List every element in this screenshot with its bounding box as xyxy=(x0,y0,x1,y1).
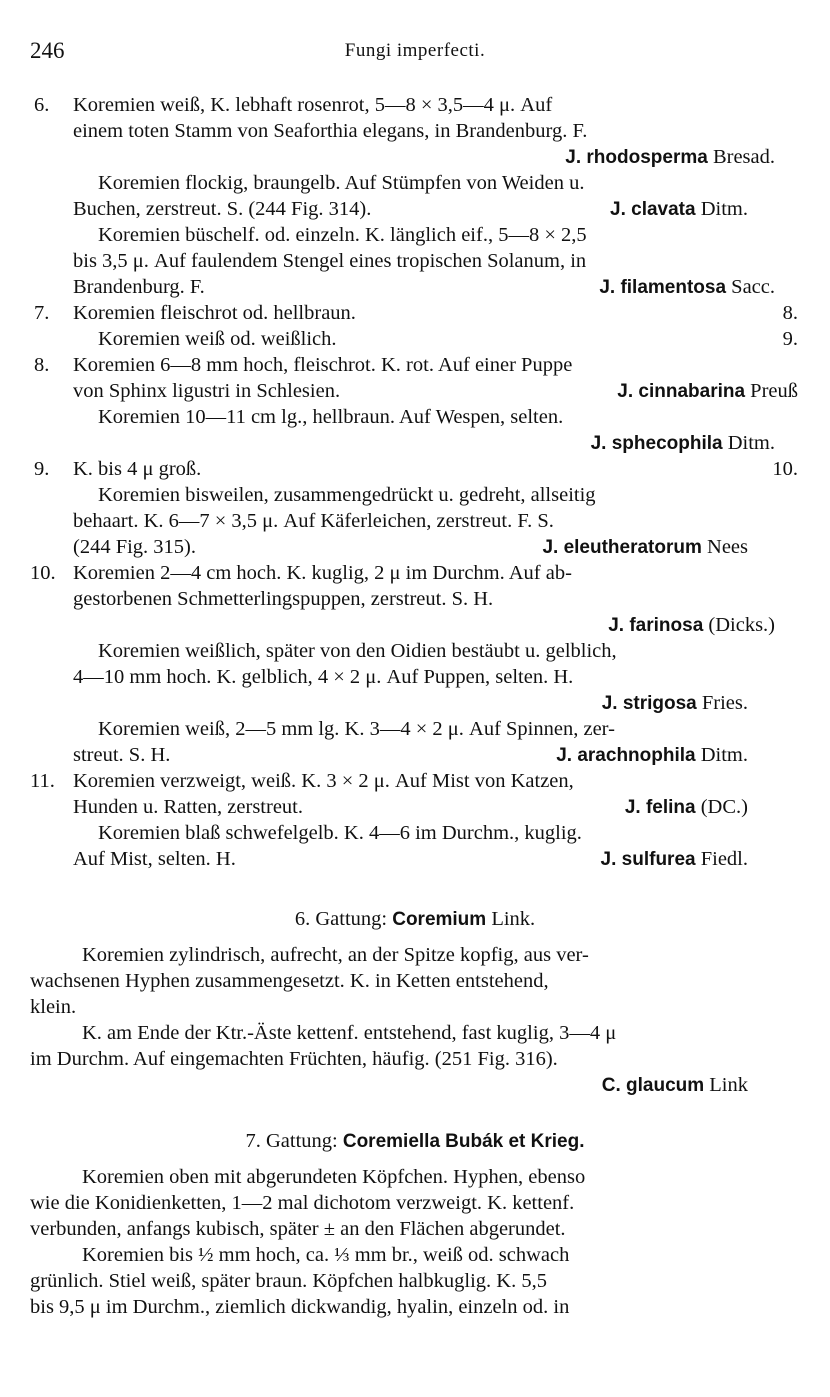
key-line: Koremien 6—8 mm hoch, fleischrot. K. rot. Auf einer Puppe xyxy=(73,354,573,376)
species-line xyxy=(556,742,748,768)
species-author: Ditm. xyxy=(700,198,748,220)
species-name: J. strigosa xyxy=(601,693,697,714)
species-name: J. arachnophila xyxy=(556,745,696,766)
page-number: 246 xyxy=(30,38,65,63)
key-line: 4—10 mm hoch. K. gelblich, 4 × 2 μ. Auf Puppen, selten. H. xyxy=(73,666,574,688)
species-name: J. cinnabarina xyxy=(617,381,746,402)
genus-heading-prefix: 7. Gattung: xyxy=(245,1130,338,1152)
key-line: Koremien weißlich, später von den Oidien bestäubt u. gelblich, xyxy=(98,640,617,662)
description-line: Koremien oben mit abgerundeten Köpfchen. Hyphen, ebenso xyxy=(82,1166,586,1188)
key-line: gestorbenen Schmetterlingspuppen, zerstreut. S. H. xyxy=(73,588,494,610)
species-author: Link xyxy=(709,1074,748,1096)
species-author: (Dicks.) xyxy=(708,614,775,636)
genus-heading-prefix: 6. Gattung: xyxy=(294,908,388,930)
key-line: Koremien büschelf. od. einzeln. K. länglich eif., 5—8 × 2,5 xyxy=(98,224,587,246)
species-author: Fiedl. xyxy=(700,848,748,870)
species-line xyxy=(601,846,748,872)
species-line xyxy=(591,430,775,456)
description-line: wie die Konidienketten, 1—2 mal dichotom verzweigt. K. kettenf. xyxy=(30,1192,575,1214)
description-line: Koremien zylindrisch, aufrecht, an der Spitze kopfig, aus ver- xyxy=(82,944,589,966)
species-line xyxy=(602,1072,748,1098)
running-title: Fungi imperfecti. xyxy=(344,40,486,61)
key-line: einem toten Stamm von Seaforthia elegans, in Brandenburg. F. xyxy=(73,120,588,142)
species-line xyxy=(617,378,798,404)
genus-name: Coremium xyxy=(392,909,487,930)
description-line: wachsenen Hyphen zusammengesetzt. K. in Ketten entstehend, xyxy=(30,970,549,992)
description-line: im Durchm. Auf eingemachten Früchten, häufig. (251 Fig. 316). xyxy=(30,1048,558,1070)
key-line: streut. S. H. xyxy=(73,744,171,766)
key-line: von Sphinx ligustri in Schlesien. xyxy=(73,380,341,402)
species-name: J. filamentosa xyxy=(599,277,727,298)
species-author: Preuß xyxy=(750,380,798,402)
species-line xyxy=(610,196,748,222)
description-line: grünlich. Stiel weiß, später braun. Köpfchen halbkuglig. K. 5,5 xyxy=(30,1270,547,1292)
genus-author: Link. xyxy=(491,908,536,930)
species-author: Ditm. xyxy=(700,744,748,766)
species-name: C. glaucum xyxy=(601,1075,705,1096)
species-line xyxy=(602,690,748,716)
key-reference: 9. xyxy=(782,328,798,350)
species-name: J. felina xyxy=(624,797,696,818)
species-name: J. sphecophila xyxy=(590,433,723,454)
key-number: 7. xyxy=(34,302,50,324)
key-line: Koremien flockig, braungelb. Auf Stümpfen von Weiden u. xyxy=(98,172,585,194)
key-line: Koremien verzweigt, weiß. K. 3 × 2 μ. Auf Mist von Katzen, xyxy=(73,770,574,792)
genus-name: Coremiella xyxy=(342,1131,441,1152)
species-name: J. clavata xyxy=(610,199,696,220)
key-line: Buchen, zerstreut. S. (244 Fig. 314). xyxy=(73,198,372,220)
species-line xyxy=(599,274,775,300)
page-header xyxy=(30,38,800,68)
key-line: Koremien weiß od. weißlich. xyxy=(98,328,337,350)
genus-author: Bubák et Krieg. xyxy=(445,1131,585,1152)
key-line: Hunden u. Ratten, zerstreut. xyxy=(73,796,303,818)
key-line: behaart. K. 6—7 × 3,5 μ. Auf Käferleichen, zerstreut. F. S. xyxy=(73,510,554,532)
key-line: Brandenburg. F. xyxy=(73,276,205,298)
species-author: (DC.) xyxy=(700,796,748,818)
key-number: 8. xyxy=(34,354,50,376)
genus-heading xyxy=(0,1128,830,1154)
key-line: Koremien 10—11 cm lg., hellbraun. Auf Wespen, selten. xyxy=(98,406,564,428)
key-number: 9. xyxy=(34,458,50,480)
species-author: Fries. xyxy=(701,692,748,714)
key-line: Koremien blaß schwefelgelb. K. 4—6 im Durchm., kuglig. xyxy=(98,822,582,844)
species-line xyxy=(608,612,775,638)
key-reference: 8. xyxy=(782,302,798,324)
description-line: Koremien bis ½ mm hoch, ca. ⅓ mm br., weiß od. schwach xyxy=(82,1244,570,1266)
species-line xyxy=(625,794,748,820)
species-author: Ditm. xyxy=(727,432,775,454)
description-line: K. am Ende der Ktr.-Äste kettenf. entstehend, fast kuglig, 3—4 μ xyxy=(82,1022,617,1044)
key-line: K. bis 4 μ groß. xyxy=(73,458,202,480)
key-line: Koremien 2—4 cm hoch. K. kuglig, 2 μ im Durchm. Auf ab- xyxy=(73,562,572,584)
description-line: klein. xyxy=(30,996,77,1018)
key-line: Auf Mist, selten. H. xyxy=(73,848,236,870)
key-line: Koremien bisweilen, zusammengedrückt u. gedreht, allseitig xyxy=(98,484,596,506)
description-line: verbunden, anfangs kubisch, später ± an den Flächen abgerundet. xyxy=(30,1218,566,1240)
description-line: bis 9,5 μ im Durchm., ziemlich dickwandig, hyalin, einzeln od. in xyxy=(30,1296,570,1318)
key-number: 11. xyxy=(30,770,55,792)
genus-heading xyxy=(0,906,830,932)
species-name: J. eleutheratorum xyxy=(542,537,702,558)
key-line: Koremien weiß, 2—5 mm lg. K. 3—4 × 2 μ. Auf Spinnen, zer- xyxy=(98,718,615,740)
species-author: Bresad. xyxy=(712,146,775,168)
key-line: Koremien fleischrot od. hellbraun. xyxy=(73,302,356,324)
key-line: (244 Fig. 315). xyxy=(73,536,196,558)
species-name: J. sulfurea xyxy=(600,849,696,870)
species-name: J. farinosa xyxy=(608,615,704,636)
species-author: Sacc. xyxy=(731,276,775,298)
key-reference: 10. xyxy=(772,458,798,480)
key-line: bis 3,5 μ. Auf faulendem Stengel eines tropischen Solanum, in xyxy=(73,250,587,272)
key-number: 6. xyxy=(34,94,50,116)
key-number: 10. xyxy=(30,562,56,584)
key-line: Koremien weiß, K. lebhaft rosenrot, 5—8 × 3,5—4 μ. Auf xyxy=(73,94,553,116)
species-line xyxy=(565,144,775,170)
species-author: Nees xyxy=(707,536,748,558)
species-name: J. rhodosperma xyxy=(565,147,708,168)
species-line xyxy=(542,534,748,560)
